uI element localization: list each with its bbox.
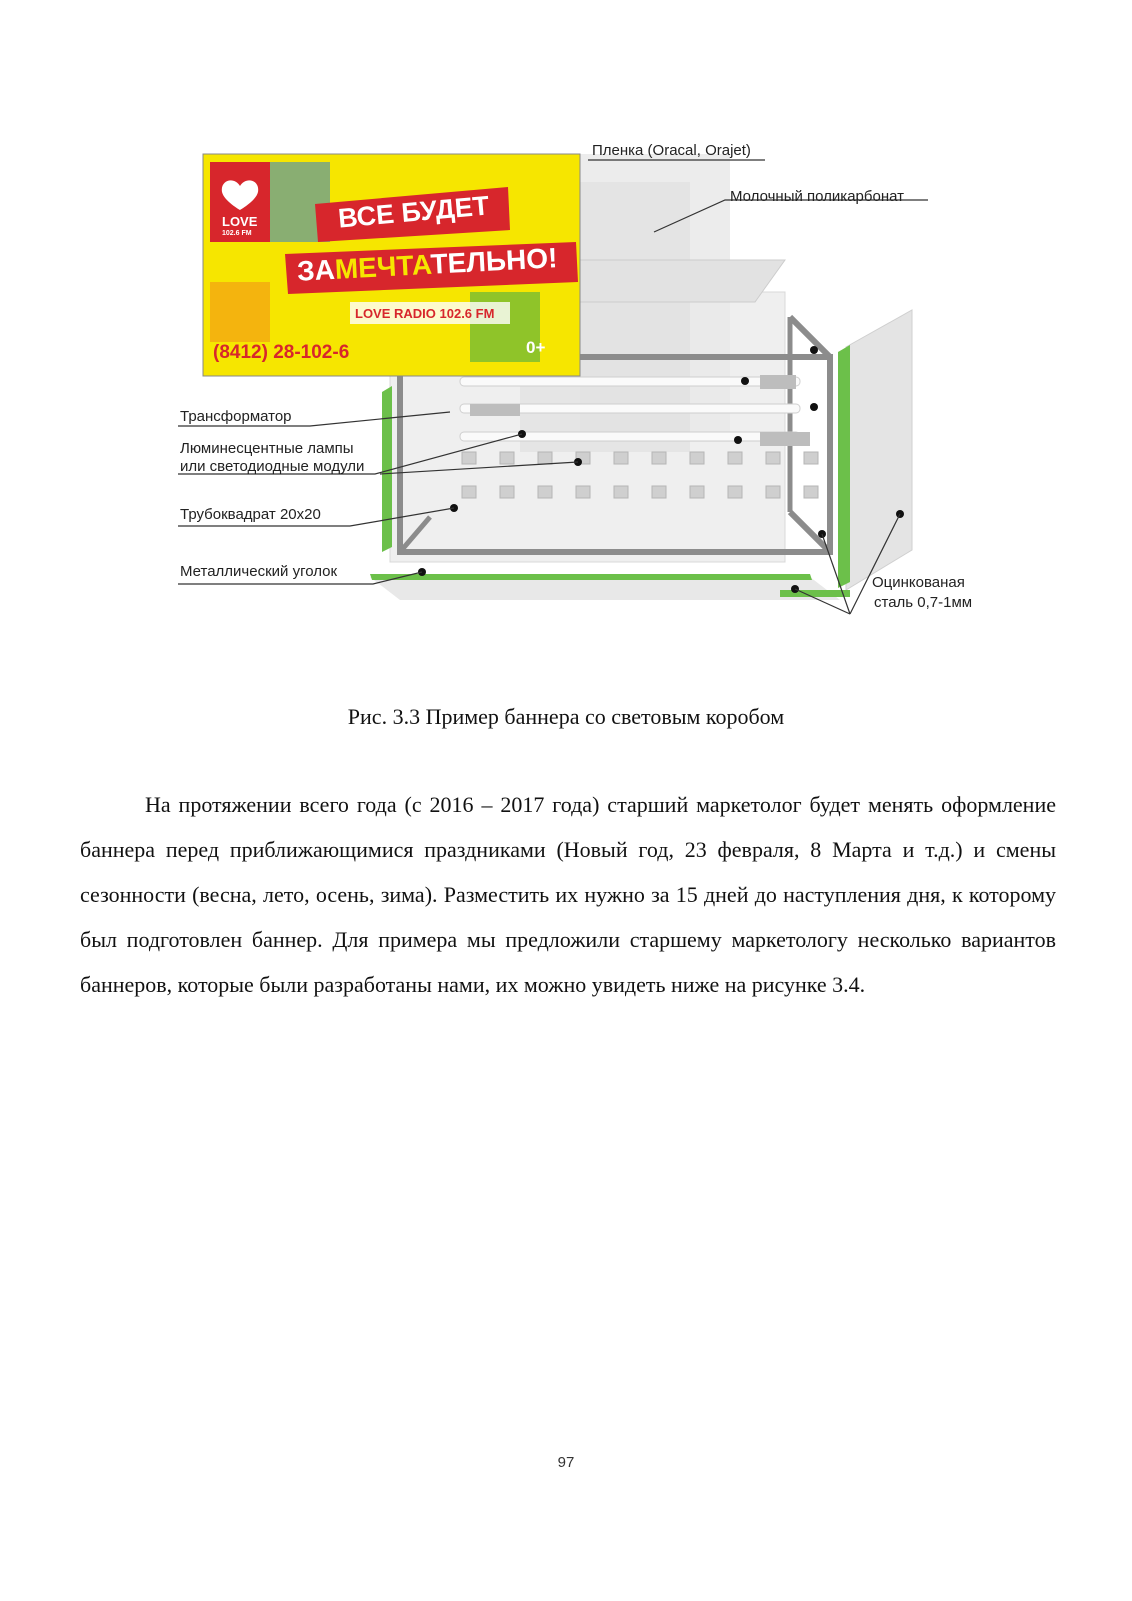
bottom-green-edge-2 bbox=[780, 590, 850, 597]
label-steel-1: Оцинкованая bbox=[872, 574, 965, 591]
banner-logo-text: LOVE bbox=[222, 214, 258, 229]
banner-age: 0+ bbox=[526, 338, 546, 357]
lamp bbox=[460, 377, 800, 386]
label-angle: Металлический уголок bbox=[180, 563, 338, 580]
figure-caption: Рис. 3.3 Пример баннера со световым коробом bbox=[347, 704, 785, 729]
banner-headline-1: ВСЕ БУДЕТ bbox=[336, 190, 491, 234]
body-paragraph bbox=[80, 782, 1056, 1007]
bottom-green-edge bbox=[370, 574, 812, 580]
banner-logo-sub: 102.6 FM bbox=[222, 230, 252, 237]
banner-headline-2c: ТЕЛЬНО! bbox=[429, 242, 559, 280]
transformer-block bbox=[760, 432, 810, 446]
label-steel-2: сталь 0,7-1мм bbox=[874, 594, 973, 611]
label-lamps-2: или светодиодные модули bbox=[180, 458, 365, 475]
lightbox-figure bbox=[170, 142, 1000, 632]
left-green-edge bbox=[382, 386, 392, 552]
label-lamps-1: Люминесцентные лампы bbox=[180, 440, 354, 457]
body-paragraph-text: На протяжении всего года (с 2016 – 2017 года) старший маркетолог будет менять оформление баннера перед приближающимися праздниками (Новый год, 23 февраля, 8 Марта и т.д.) и смены сезонности (весна, лето, осень, зима). Разместить их нужно за 15 дней до наступления дня, к которому был подготовлен баннер. Для примера мы предложили старшему маркетологу несколько вариантов баннеров, которые были разработаны нами, их можно увидеть ниже на рисунке 3.4. bbox=[80, 792, 1056, 997]
transformer-block bbox=[470, 404, 520, 416]
banner-headline-2b: МЕЧТА bbox=[334, 248, 432, 285]
lightbox-diagram bbox=[170, 142, 1000, 632]
transformer-block bbox=[760, 375, 796, 389]
frame-edge bbox=[790, 317, 830, 357]
banner-splash-orange bbox=[210, 282, 270, 342]
label-film: Пленка (Oracal, Orajet) bbox=[592, 142, 751, 159]
label-tube: Трубоквадрат 20х20 bbox=[180, 506, 321, 523]
label-polycarbonate: Молочный поликарбонат bbox=[730, 188, 904, 205]
page-number: 97 bbox=[557, 1454, 575, 1471]
bottom-panel bbox=[370, 577, 840, 600]
banner-station: LOVE RADIO 102.6 FM bbox=[355, 306, 495, 321]
steel-side-green-edge bbox=[838, 345, 850, 588]
label-transformer: Трансформатор bbox=[180, 408, 292, 425]
steel-side-panel bbox=[846, 310, 912, 590]
banner-headline-2a: ЗА bbox=[296, 253, 336, 287]
banner-phone: (8412) 28-102-6 bbox=[213, 342, 350, 363]
